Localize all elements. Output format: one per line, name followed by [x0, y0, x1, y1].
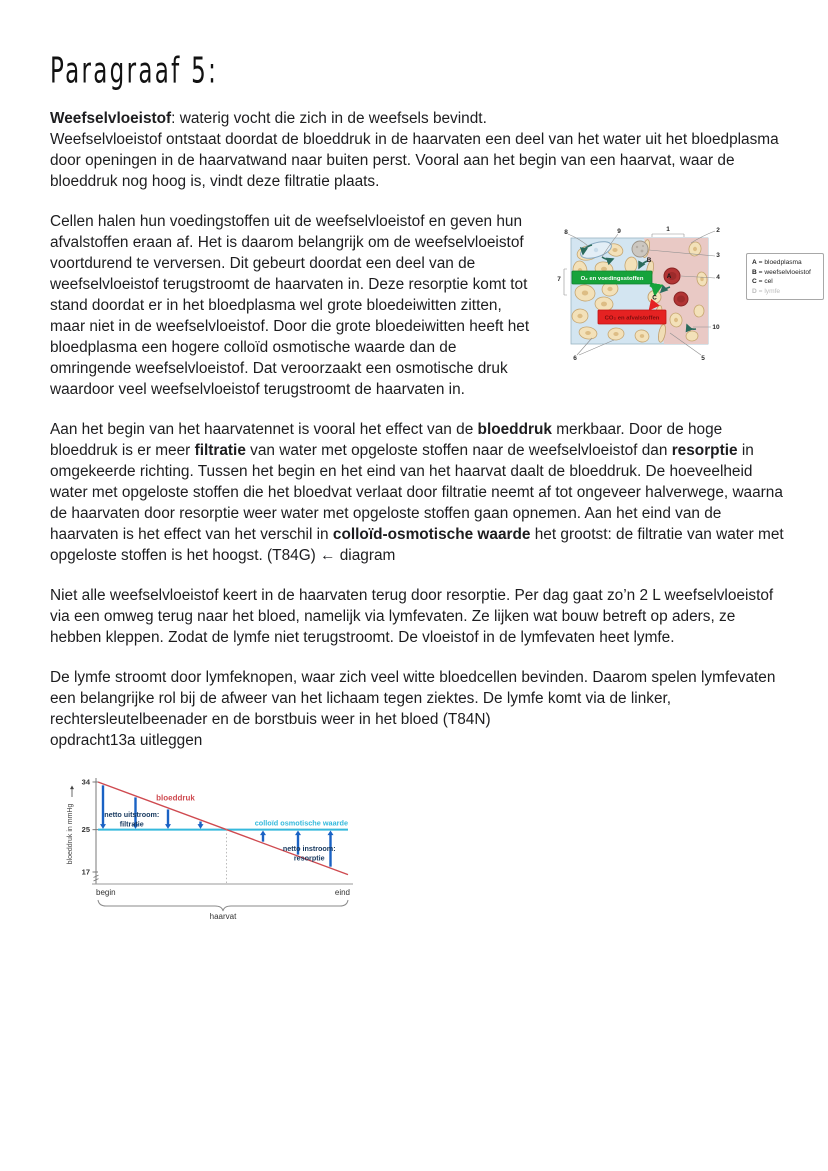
label-a: A [666, 273, 672, 280]
paragraph-lymfevaten: Niet alle weefselvloeistof keert in de haarvaten terug door resorptie. Per dag gaat zo’n 2 L weefselvloeistof via een omweg terug naar het bloed, namelijk via lymfevaten. Ze lijken wat bouw betreft op aders, ze hebben kleppen. Zodat de lymfe niet terugstroomt. De vloeistof in de lymfevaten heet lymfe. [50, 587, 774, 646]
paragraph-cellen-text: Cellen halen hun voedingstoffen uit de weefselvloeistof en geven hun afvalstoffen eraan af. Het is daarom belangrijk om de weefselvloeistof voortdurend te verversen. Dit gebeurt doordat een deel van de weefselvloeistof terugstroomt de haarvaten in. Deze resorptie komt tot stand doordat er in het bloedplasma wel grote bloedeiwitten zitten, maar niet in de weefselvloeistof. Door die grote bloedeiwitten heeft het bloedplasma een hogere colloïd osmotische waarde dan de omringende weefselvloeistof. Dat veroorzaakt een osmotische druk waardoor veel weefselvloeistof terugstroomt de haarvaten in. [50, 213, 530, 398]
svg-text:17: 17 [81, 867, 90, 877]
callout-9: 9 [617, 228, 621, 235]
svg-text:eind: eind [334, 888, 350, 897]
svg-text:bloeddruk: bloeddruk [156, 793, 195, 803]
svg-text:colloïd osmotische waarde: colloïd osmotische waarde [254, 818, 348, 828]
label-b: B [646, 257, 652, 264]
pressure-chart-figure [52, 770, 790, 927]
legend-row-bloedplasma: A = bloedplasma [752, 259, 802, 266]
callout-2: 2 [716, 227, 720, 234]
paragraph-bloeddruk-filtratie: Aan het begin van het haarvatennet is vooral het effect van de bloeddruk merkbaar. Door de hoge bloeddruk is er meer filtratie van water met opgeloste stoffen naar de weefselvloeistof dan resorptie in omgekeerde richting. Tussen het begin en het eind van het haarvat daalt de bloeddruk. De hoeveelheid water met opgeloste stoffen die het bloedvat verlaat door filtratie neemt af tot ongeveer halverwege, waarna de haarvaten door resorptie weer water met opgeloste stoffen gaan opnemen. Aan het eind van de haarvaten is het effect van het verschil in colloïd-osmotische waarde het grootst: de filtratie van water met opgeloste stoffen is het hoogst. (T84G) ← diagram [50, 421, 784, 564]
white-blood-cell [632, 241, 648, 257]
page-title: Paragraaf 5: [50, 50, 219, 92]
legend-row-cel: C = cel [752, 278, 773, 286]
callout-5: 5 [701, 355, 705, 362]
diagram-legend [746, 253, 824, 300]
paragraph-cellen [50, 211, 811, 400]
svg-text:haarvat: haarvat [209, 912, 237, 921]
svg-text:netto instroom:: netto instroom: [282, 844, 336, 853]
svg-text:25: 25 [81, 825, 90, 835]
svg-text:begin: begin [96, 888, 116, 897]
paragraph-lymfeknopen: De lymfe stroomt door lymfeknopen, waar zich veel witte bloedcellen bevinden. Daarom spelen lymfevaten een belangrijke rol bij de afweer van het lichaam tegen ziektes. De lymfe komt via de linker, rechtersleutelbeenader en de borstbuis weer in het bloed (T84N) opdracht13a uitleggen [50, 669, 776, 749]
callout-1: 1 [666, 226, 670, 233]
svg-text:bloeddruk in mmHg: bloeddruk in mmHg [67, 803, 74, 865]
callout-10: 10 [712, 324, 720, 331]
svg-text:resorptie: resorptie [293, 853, 325, 863]
svg-text:filtratie: filtratie [119, 819, 144, 829]
svg-text:netto uitstroom:: netto uitstroom: [104, 810, 160, 819]
callout-4: 4 [716, 274, 720, 281]
paragraph-weefselvloeistof: Weefselvloeistof: waterig vocht die zich in de weefsels bevindt. Weefselvloeistof ontstaat doordat de bloeddruk in de haarvaten een deel van het water uit het bloedplasma door openingen in de haarvatwand naar buiten perst. Vooral aan het begin van een haarvat, waar de bloeddruk nog hoog is, vindt deze filtratie plaats. [50, 110, 779, 190]
callout-6: 6 [573, 355, 577, 362]
callout-8: 8 [564, 229, 568, 236]
legend-row-weefselvloeistof: B = weefselvloeistof [752, 268, 811, 276]
svg-text:34: 34 [81, 777, 90, 787]
capillary-diagram-figure [552, 219, 824, 365]
legend-row-lymfe: D = lymfe [752, 287, 781, 295]
co2-box-label: CO₂ en afvalstoffen [604, 315, 660, 322]
callout-7: 7 [557, 276, 561, 283]
capillary-pressure-chart [52, 770, 392, 922]
label-c: C [652, 294, 657, 302]
o2-box-label: O₂ en voedingsstoffen [580, 276, 644, 282]
callout-3: 3 [716, 252, 720, 259]
